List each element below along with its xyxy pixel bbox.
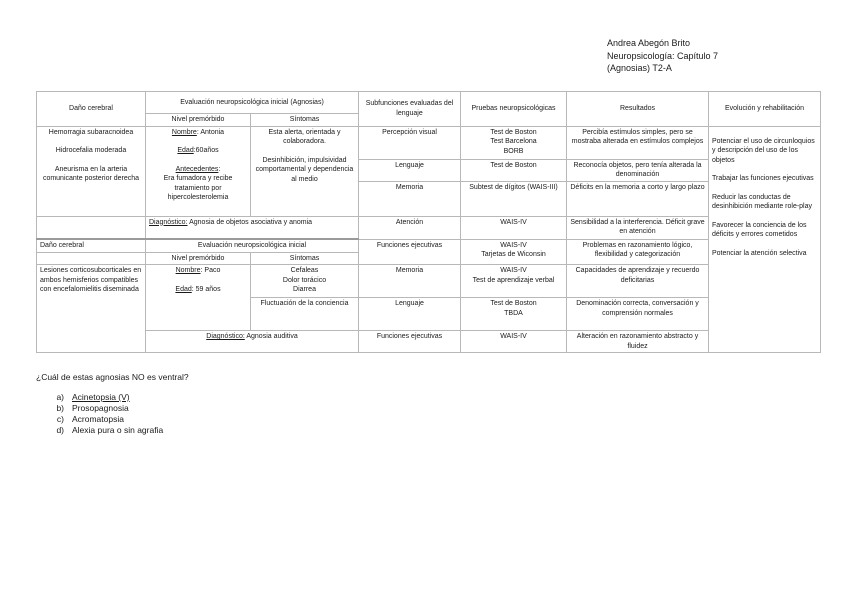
case1-sub-5: Funciones ejecutivas (359, 239, 461, 265)
case1-pruebas-1: Test de Boston Test Barcelona BORB (461, 126, 567, 159)
case2-eval-header: Evaluación neuropsicológica inicial (146, 239, 359, 252)
case2-res-2: Denominación correcta, conversación y comprensión normales (567, 298, 709, 331)
case2-edad-value: : 59 años (191, 285, 221, 293)
case2-pruebas-1: WAIS-IV Test de aprendizaje verbal (461, 265, 567, 298)
case1-sub-1: Percepción visual (359, 126, 461, 159)
case2-dano-header: Daño cerebral (37, 239, 146, 252)
case2-nivel (146, 265, 251, 331)
header-nivel: Nivel premórbido (146, 114, 251, 127)
option-b (36, 403, 163, 414)
option-b-marker: b) (56, 403, 64, 413)
option-c (36, 414, 163, 425)
section-title: (Agnosias) T2-A (607, 63, 672, 73)
header-dano: Daño cerebral (37, 92, 146, 127)
case1-sintomas (251, 126, 359, 216)
header-evolucion: Evolución y rehabilitación (709, 92, 821, 127)
option-b-text: Prosopagnosia (72, 403, 129, 413)
evolucion-2: Trabajar las funciones ejecutivas (712, 175, 814, 182)
question-text: ¿Cuál de estas agnosias NO es ventral? (36, 372, 189, 382)
option-c-marker: c) (56, 414, 64, 424)
case2-pruebas-3: WAIS-IV (461, 331, 567, 353)
evolucion-5: Potenciar la atención selectiva (712, 249, 807, 257)
header-resultados: Resultados (567, 92, 709, 127)
option-a (36, 392, 163, 403)
case2-res-3: Alteración en razonamiento abstracto y fluidez (567, 331, 709, 353)
case1-nombre-value: : Antonia (196, 128, 225, 136)
case1-dano (37, 126, 146, 216)
case2-nombre-value: : Paco (200, 267, 221, 274)
case2-sub-2: Lenguaje (359, 298, 461, 331)
case1-edad-label: Edad (177, 147, 194, 154)
case2-nombre-label: Nombre (175, 267, 201, 274)
case1-res-4: Sensibilidad a la interferencia. Déficit grave en atención (567, 216, 709, 239)
author-name: Andrea Abegón Brito (607, 38, 691, 48)
header-sintomas: Síntomas (251, 114, 359, 127)
case1-res-5: Problemas en razonamiento lógico, flexibilidad y categorización (567, 239, 709, 265)
case1-nombre-label: Nombre (171, 128, 197, 136)
evolucion-4: Favorecer la conciencia de los déficits y errores cometidos (712, 221, 807, 238)
case1-pruebas-3: Subtest de dígitos (WAIS-III) (461, 181, 567, 216)
case1-res-2: Reconocía objetos, pero tenía alterada la denominación (567, 159, 709, 181)
case1-pruebas-5: WAIS-IV Tarjetas de Wiconsin (461, 239, 567, 265)
case1-sintoma-1: Esta alerta, orientada y colaboradora. (268, 128, 341, 145)
option-d (36, 425, 163, 436)
header-evaluacion: Evaluación neuropsicológica inicial (Agnosias) (146, 92, 359, 114)
case1-sub-3: Memoria (359, 181, 461, 216)
case1-res-1: Percibía estímulos simples, pero se mostraba alterada en estímulos complejos (567, 126, 709, 159)
case2-pruebas-2: Test de Boston TBDA (461, 298, 567, 331)
case2-res-1: Capacidades de aprendizaje y recuerdo deficitarias (567, 265, 709, 298)
document-header (607, 37, 837, 75)
evolucion-1: Potenciar el uso de circunloquios y descripción del uso de los objetos (712, 137, 815, 164)
case2-sintoma-2: Fluctuación de la conciencia (251, 298, 359, 331)
case2-sintoma-1: Cefaleas Dolor torácico Diarrea (251, 265, 359, 298)
evolucion-3: Reducir las conductas de desinhibición mediante role-play (712, 193, 813, 210)
header-pruebas: Pruebas neuropsicológicas (461, 92, 567, 127)
case1-sub-2: Lenguaje (359, 159, 461, 181)
subject-title: Neuropsicología: Capítulo 7 (607, 50, 719, 61)
case2-sintomas-header: Síntomas (251, 252, 359, 265)
case2-diagnostico-value: Agnosia auditiva (244, 333, 298, 340)
case1-sintoma-2: Desinhibición, impulsividad comportamental y dependencia al medio (255, 156, 354, 183)
case1-antecedentes-value: Era fumadora y recibe tratamiento por hipercolesterolemia (163, 175, 233, 201)
case2-dano: Lesiones corticosubcorticales en ambos hemisferios compatibles con encefalomielitis diseminada (37, 265, 146, 353)
case2-sub-3: Funciones ejecutivas (359, 331, 461, 353)
evolucion-cell (709, 126, 821, 353)
option-a-text: Acinetopsia (V) (72, 392, 130, 402)
option-d-text: Alexia pura o sin agrafia (72, 425, 164, 435)
case2-sub-1: Memoria (359, 265, 461, 298)
case2-nivel-header: Nivel premórbido (146, 252, 251, 265)
case1-diagnostico-label: Diagnóstico: (149, 218, 188, 226)
case1-nivel: Nombre: Antonia Edad:60años Antecedentes: Era fumadora y recibe tratamiento por hipercolesterolemia (146, 126, 251, 216)
case1-dano-1: Hemorragia subaracnoidea (48, 128, 134, 136)
case1-diagnostico-value: Agnosia de objetos asociativa y anomia (187, 218, 313, 226)
case1-antecedentes-label: Antecedentes (175, 165, 219, 173)
case1-dano-3: Aneurisma en la arteria comunicante posterior derecha (42, 165, 140, 182)
case2-edad-label: Edad (175, 285, 192, 293)
answer-options (36, 392, 163, 436)
case1-edad-value: :60años (193, 147, 219, 154)
option-d-marker: d) (56, 425, 64, 435)
evaluation-table (36, 91, 821, 353)
case1-dano-2: Hidrocefalia moderada (55, 147, 127, 154)
option-c-text: Acromatopsia (72, 414, 124, 424)
case1-res-3: Déficits en la memoria a corto y largo plazo (567, 181, 709, 216)
case1-sub-4: Atención (359, 216, 461, 239)
case1-pruebas-2: Test de Boston (461, 159, 567, 181)
case1-pruebas-4: WAIS-IV (461, 216, 567, 239)
case2-diagnostico-label: Diagnóstico: (206, 333, 245, 340)
case1-diagnostico (146, 216, 359, 239)
header-subfunciones: Subfunciones evaluadas del lenguaje (359, 92, 461, 127)
case2-diagnostico (146, 331, 359, 353)
option-a-marker: a) (56, 392, 64, 402)
